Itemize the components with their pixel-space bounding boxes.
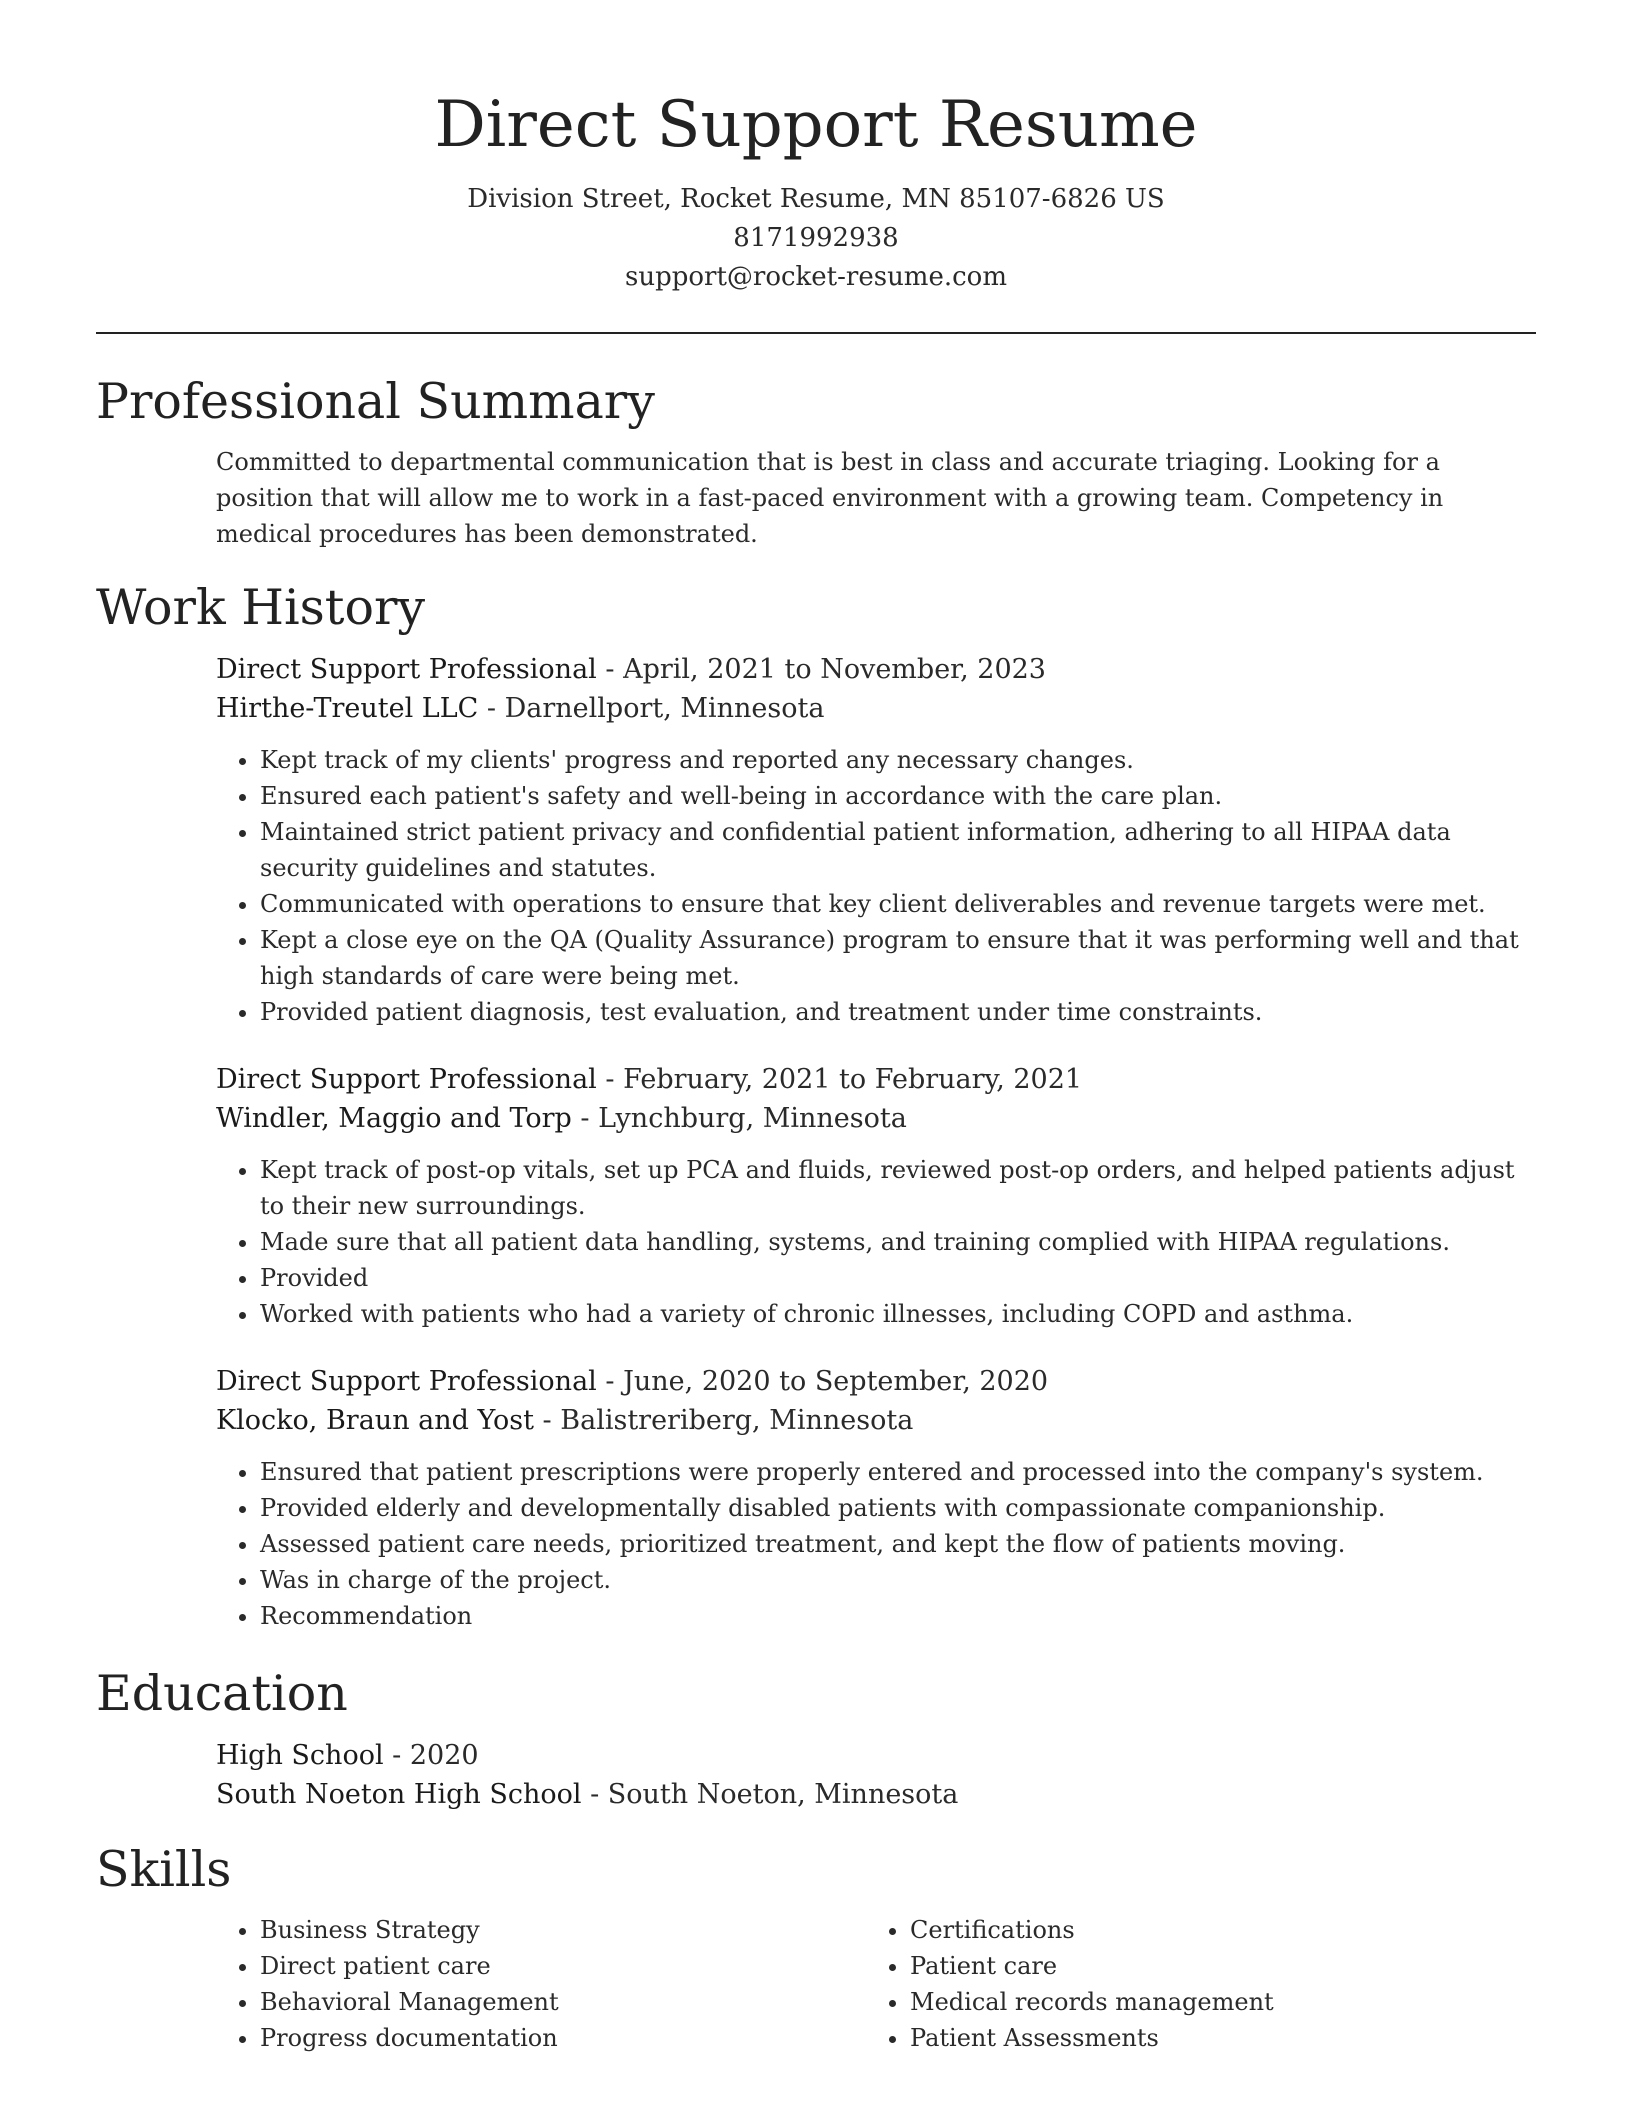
job-company-line xyxy=(216,1401,1536,1440)
job-company: Hirthe-Treutel LLC xyxy=(216,693,479,724)
job-role: Direct Support Professional xyxy=(216,654,597,685)
job-company-line xyxy=(216,1099,1536,1138)
skill-item: • Behavioral Management xyxy=(260,1984,866,2020)
education-location: - South Noeton, Minnesota xyxy=(581,1779,959,1810)
job-dates: - April, 2021 to November, 2023 xyxy=(596,654,1046,685)
skill-item: • Certifications xyxy=(910,1912,1516,1948)
job-entry xyxy=(216,1362,1536,1634)
job-company: Windler, Maggio and Torp xyxy=(216,1103,572,1134)
job-bullet: • Provided patient diagnosis, test evaluation, and treatment under time constraints. xyxy=(260,994,1536,1030)
work-history-heading: Work History xyxy=(96,579,426,636)
resume-title: Direct Support Resume xyxy=(434,88,1198,162)
job-bullet: • Ensured each patient's safety and well-being in accordance with the care plan. xyxy=(260,778,1536,814)
job-bullet: • Recommendation xyxy=(260,1598,1536,1634)
skill-item: • Direct patient care xyxy=(260,1948,866,1984)
summary-heading: Professional Summary xyxy=(96,373,655,430)
job-bullet: • Provided xyxy=(260,1260,1536,1296)
job-bullet: • Was in charge of the project. xyxy=(260,1562,1536,1598)
job-location: - Balistreriberg, Minnesota xyxy=(533,1405,914,1436)
education-year: - 2020 xyxy=(383,1740,479,1771)
skills-right-column xyxy=(866,1912,1516,2056)
summary-text: Committed to departmental communication that is best in class and accurate triaging. Looking for a position that will allow me to work in a fast-paced environment with a growing team. Competency in medical procedures has been demonstrated. xyxy=(216,448,1444,548)
summary-section xyxy=(96,372,1536,552)
job-bullet: • Made sure that all patient data handling, systems, and training complied with HIPAA regulations. xyxy=(260,1224,1536,1260)
job-location: - Darnellport, Minnesota xyxy=(478,693,825,724)
skill-item: • Medical records management xyxy=(910,1984,1516,2020)
job-bullets xyxy=(216,742,1536,1030)
work-history-section xyxy=(96,578,1536,1634)
job-title-line xyxy=(216,1060,1536,1099)
job-bullet: • Worked with patients who had a variety of chronic illnesses, including COPD and asthma. xyxy=(260,1296,1536,1332)
contact-phone: 8171992938 xyxy=(733,223,899,253)
job-bullet: • Communicated with operations to ensure that key client deliverables and revenue targets were met. xyxy=(260,886,1536,922)
resume-header xyxy=(96,84,1536,297)
skills-columns xyxy=(96,1912,1536,2056)
education-degree-line xyxy=(216,1736,1536,1775)
job-entry xyxy=(216,650,1536,1030)
job-entry xyxy=(216,1060,1536,1332)
job-bullet: • Maintained strict patient privacy and confidential patient information, adhering to all HIPAA data security guidelines and statutes. xyxy=(260,814,1536,886)
skill-item: • Patient care xyxy=(910,1948,1516,1984)
education-school-line xyxy=(216,1775,1536,1814)
skills-right-list xyxy=(866,1912,1516,2056)
education-school: South Noeton High School xyxy=(216,1779,582,1810)
job-bullet: • Kept track of post-op vitals, set up PCA and fluids, reviewed post-op orders, and helped patients adjust to their new surroundings. xyxy=(260,1152,1536,1224)
job-title-line xyxy=(216,650,1536,689)
job-dates: - June, 2020 to September, 2020 xyxy=(596,1366,1049,1397)
job-location: - Lynchburg, Minnesota xyxy=(571,1103,907,1134)
skill-item: • Progress documentation xyxy=(260,2020,866,2056)
education-degree: High School xyxy=(216,1740,384,1771)
skills-left-list xyxy=(216,1912,866,2056)
skills-section xyxy=(96,1840,1536,2056)
job-bullets xyxy=(216,1152,1536,1332)
education-section xyxy=(96,1664,1536,1814)
job-role: Direct Support Professional xyxy=(216,1064,597,1095)
job-bullet: • Ensured that patient prescriptions were properly entered and processed into the company's system. xyxy=(260,1454,1536,1490)
job-bullet: • Provided elderly and developmentally disabled patients with compassionate companionship. xyxy=(260,1490,1536,1526)
contact-address: Division Street, Rocket Resume, MN 85107-6826 US xyxy=(467,184,1165,214)
skill-item: • Business Strategy xyxy=(260,1912,866,1948)
education-heading: Education xyxy=(96,1665,348,1722)
job-company: Klocko, Braun and Yost xyxy=(216,1405,534,1436)
job-bullets xyxy=(216,1454,1536,1634)
header-divider xyxy=(96,332,1536,334)
skills-left-column xyxy=(216,1912,866,2056)
skill-item: • Patient Assessments xyxy=(910,2020,1516,2056)
job-dates: - February, 2021 to February, 2021 xyxy=(596,1064,1083,1095)
job-bullet: • Kept a close eye on the QA (Quality Assurance) program to ensure that it was performing well and that high standards of care were being met. xyxy=(260,922,1536,994)
contact-email: support@rocket-resume.com xyxy=(624,262,1007,292)
job-bullet: • Kept track of my clients' progress and reported any necessary changes. xyxy=(260,742,1536,778)
job-title-line xyxy=(216,1362,1536,1401)
job-bullet: • Assessed patient care needs, prioritized treatment, and kept the flow of patients moving. xyxy=(260,1526,1536,1562)
skills-heading: Skills xyxy=(96,1841,232,1898)
job-company-line xyxy=(216,689,1536,728)
job-role: Direct Support Professional xyxy=(216,1366,597,1397)
